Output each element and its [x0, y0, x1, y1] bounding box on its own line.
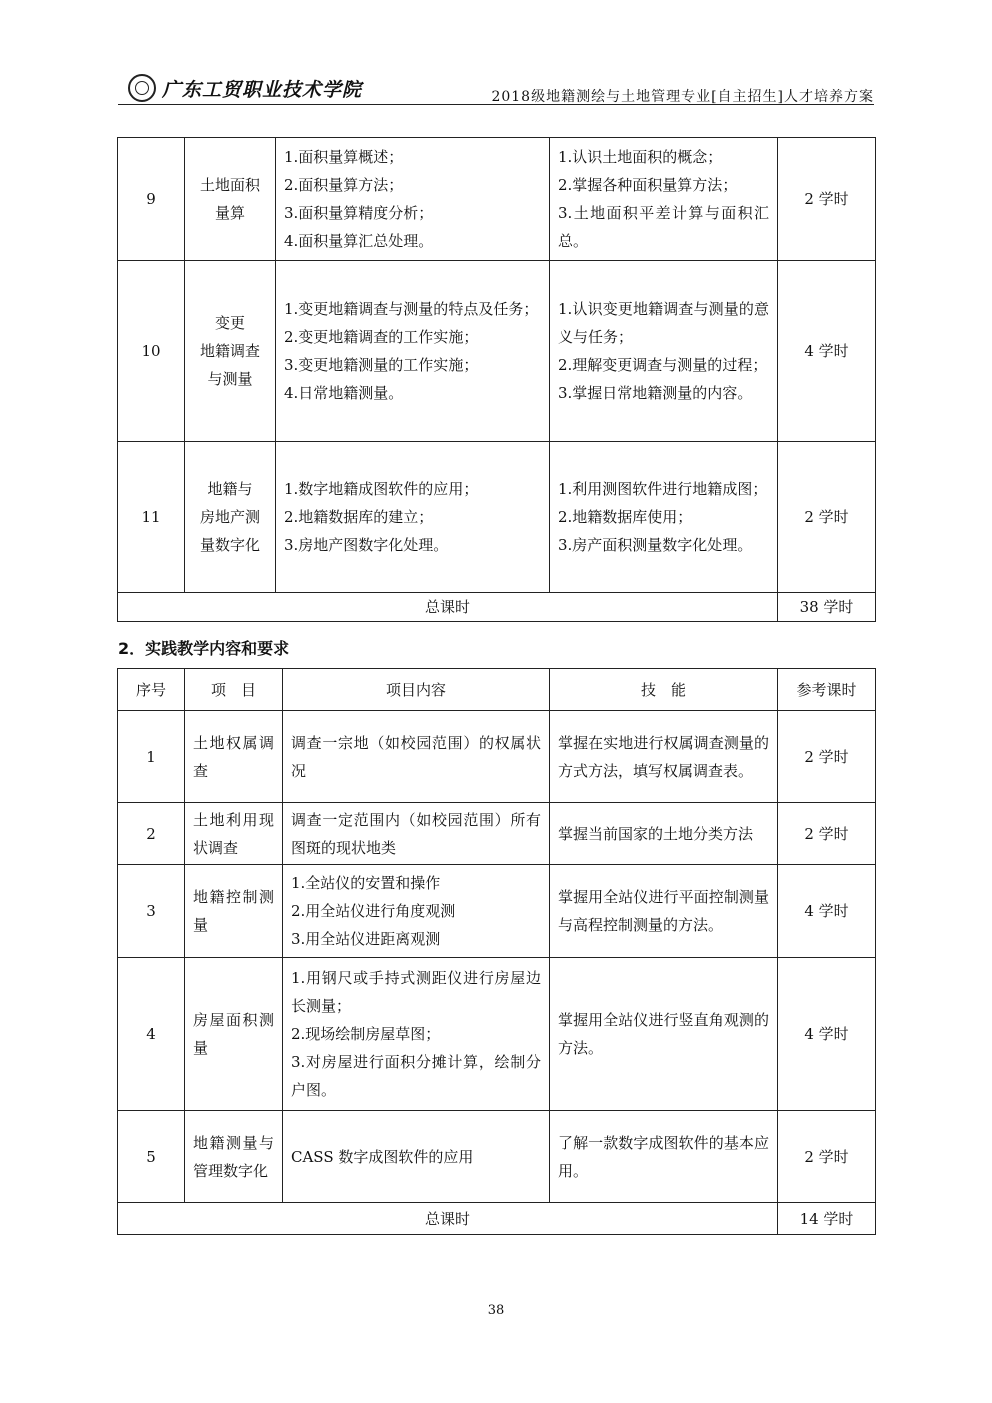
project-name: 变更 地籍调查 与测量 [185, 261, 276, 442]
table-row [118, 138, 876, 261]
row-number: 3 [118, 865, 185, 958]
theory-course-table [117, 137, 876, 622]
hours-cell: 2 学时 [778, 711, 876, 803]
project-name: 土地利用现状调查 [185, 803, 283, 865]
school-logo-icon [128, 74, 156, 102]
requirement-cell [550, 138, 778, 261]
content-line: CASS 数字成图软件的应用 [291, 1147, 474, 1166]
total-row [118, 1203, 876, 1235]
header-hours: 参考课时 [778, 669, 876, 711]
content-line: 4.面积量算汇总处理。 [284, 232, 434, 250]
requirement-line: 3.掌握日常地籍测量的内容。 [558, 384, 753, 402]
table-row [118, 1111, 876, 1203]
row-number: 1 [118, 711, 185, 803]
hours-cell: 4 学时 [778, 865, 876, 958]
row-number: 4 [118, 958, 185, 1111]
requirement-cell [550, 261, 778, 442]
skill-cell [550, 803, 778, 865]
content-line: 调查一宗地（如校园范围）的权属状况 [291, 733, 541, 780]
content-cell [283, 711, 550, 803]
project-name: 土地面积 量算 [185, 138, 276, 261]
content-cell [276, 138, 550, 261]
header-project: 项 目 [185, 669, 283, 711]
table-row [118, 865, 876, 958]
total-row [118, 593, 876, 622]
skill-line: 掌握在实地进行权属调查测量的方式方法，填写权属调查表。 [558, 733, 769, 780]
requirement-cell [550, 442, 778, 593]
requirement-line: 2.理解变更调查与测量的过程； [558, 356, 768, 374]
document-title: 2018级地籍测绘与土地管理专业[自主招生]人才培养方案 [491, 89, 874, 105]
content-line: 2.变更地籍调查的工作实施； [284, 328, 479, 346]
skill-line: 了解一款数字成图软件的基本应用。 [558, 1133, 769, 1180]
skill-cell [550, 711, 778, 803]
row-number: 10 [118, 261, 185, 442]
content-line: 2.用全站仪进行角度观测 [291, 902, 456, 920]
content-line: 3.用全站仪进距离观测 [291, 930, 441, 948]
content-cell [283, 803, 550, 865]
requirement-line: 2.掌握各种面积量算方法； [558, 176, 738, 194]
skill-line: 掌握用全站仪进行竖直角观测的方法。 [558, 1011, 769, 1057]
row-number: 2 [118, 803, 185, 865]
project-name: 土地权属调查 [185, 711, 283, 803]
skill-line: 掌握用全站仪进行平面控制测量与高程控制测量的方法。 [558, 888, 769, 934]
skill-cell [550, 1111, 778, 1203]
requirement-line: 1.认识土地面积的概念； [558, 148, 723, 166]
school-name-logo: 广东工贸职业技术学院 [162, 79, 363, 101]
project-name: 房屋面积测量 [185, 958, 283, 1111]
content-line: 2.现场绘制房屋草图； [291, 1025, 441, 1043]
content-cell [283, 958, 550, 1111]
total-hours: 14 学时 [778, 1203, 876, 1235]
content-line: 3.房地产图数字化处理。 [284, 536, 449, 554]
content-line: 2.面积量算方法； [284, 176, 404, 194]
table-row [118, 958, 876, 1111]
header-content: 项目内容 [283, 669, 550, 711]
content-cell [276, 442, 550, 593]
requirement-line: 3.土地面积平差计算与面积汇总。 [558, 204, 769, 250]
hours-cell: 4 学时 [778, 958, 876, 1111]
content-line: 1.全站仪的安置和操作 [291, 874, 441, 892]
table-row [118, 442, 876, 593]
content-line: 1.面积量算概述； [284, 148, 404, 166]
content-line: 3.面积量算精度分析； [284, 204, 434, 222]
content-line: 4.日常地籍测量。 [284, 384, 404, 402]
hours-cell: 2 学时 [778, 138, 876, 261]
row-number: 5 [118, 1111, 185, 1203]
skill-cell [550, 958, 778, 1111]
content-line: 3.变更地籍测量的工作实施； [284, 356, 479, 374]
total-label: 总课时 [118, 1203, 778, 1235]
content-line: 3.对房屋进行面积分摊计算，绘制分户图。 [291, 1053, 541, 1099]
requirement-line: 3.房产面积测量数字化处理。 [558, 536, 753, 554]
requirement-line: 2.地籍数据库使用； [558, 508, 693, 526]
hours-cell: 2 学时 [778, 1111, 876, 1203]
row-number: 9 [118, 138, 185, 261]
hours-cell: 2 学时 [778, 803, 876, 865]
content-cell [283, 865, 550, 958]
table-header-row [118, 669, 876, 711]
table-row [118, 711, 876, 803]
content-line: 2.地籍数据库的建立； [284, 508, 434, 526]
project-name: 地籍与 房地产测 量数字化 [185, 442, 276, 593]
content-cell [276, 261, 550, 442]
content-cell [283, 1111, 550, 1203]
project-name: 地籍控制测量 [185, 865, 283, 958]
page-header [118, 70, 874, 106]
hours-cell: 2 学时 [778, 442, 876, 593]
hours-cell: 4 学时 [778, 261, 876, 442]
content-line: 1.用钢尺或手持式测距仪进行房屋边长测量； [291, 969, 541, 1015]
requirement-line: 1.认识变更地籍调查与测量的意义与任务； [558, 300, 769, 346]
page-number: 38 [487, 1303, 505, 1318]
project-name: 地籍测量与管理数字化 [185, 1111, 283, 1203]
row-number: 11 [118, 442, 185, 593]
header-no: 序号 [118, 669, 185, 711]
skill-line: 掌握当前国家的土地分类方法 [558, 824, 754, 843]
content-line: 调查一定范围内（如校园范围）所有图斑的现状地类 [291, 810, 541, 857]
section-heading: 2．实践教学内容和要求 [118, 639, 290, 658]
requirement-line: 1.利用测图软件进行地籍成图； [558, 480, 768, 498]
content-line: 1.数字地籍成图软件的应用； [284, 480, 479, 498]
total-label: 总课时 [118, 593, 778, 622]
content-line: 1.变更地籍调查与测量的特点及任务； [284, 300, 539, 318]
header-skill: 技 能 [550, 669, 778, 711]
header-divider [118, 104, 874, 105]
table-row [118, 803, 876, 865]
table-row [118, 261, 876, 442]
total-hours: 38 学时 [778, 593, 876, 622]
practice-course-table [117, 668, 876, 1235]
skill-cell [550, 865, 778, 958]
